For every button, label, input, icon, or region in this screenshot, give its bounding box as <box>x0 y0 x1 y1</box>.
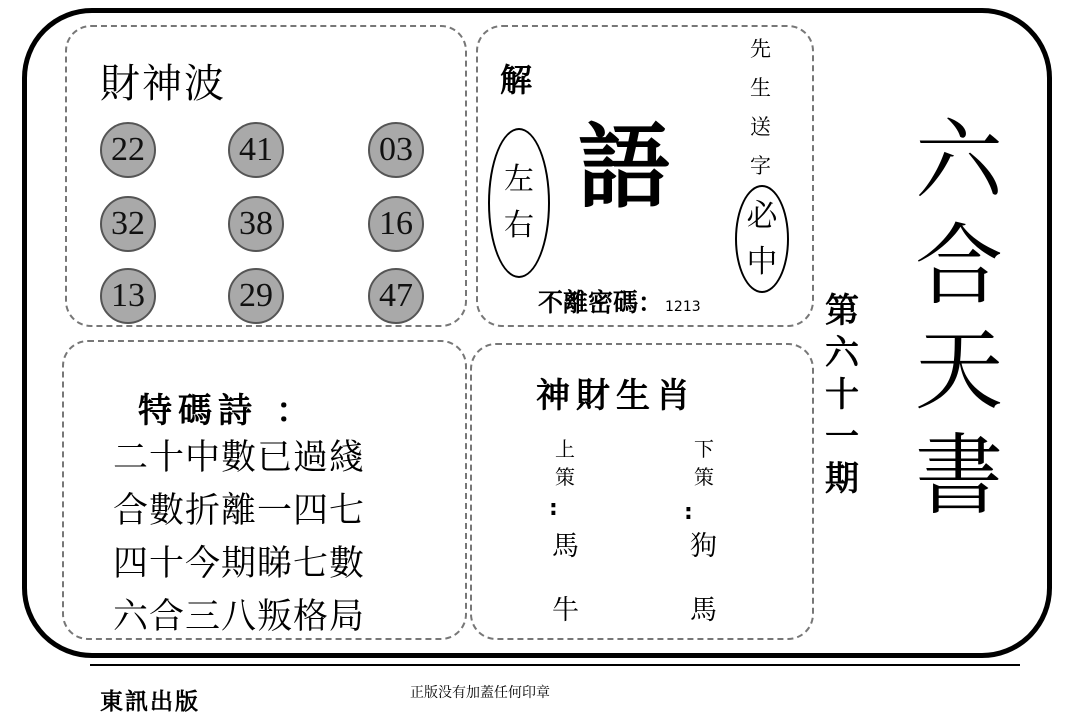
book-title <box>915 108 1003 528</box>
number-ball: 22 <box>100 122 156 178</box>
tier-colon: : <box>684 500 693 525</box>
tier-char: 下 <box>694 437 714 461</box>
issue-char: 十 <box>825 375 859 415</box>
sender-char: 生 <box>750 76 771 100</box>
tier-char: 策 <box>694 465 714 489</box>
left-right-oval <box>488 128 550 278</box>
number-ball: 13 <box>100 268 156 324</box>
buli-code: 1213 <box>665 299 701 315</box>
title-char: 合 <box>915 214 1004 317</box>
oval-char: 右 <box>504 208 534 243</box>
poem-line: 六合三八叛格局 <box>113 597 366 637</box>
title-char: 六 <box>915 109 1004 212</box>
number-ball: 47 <box>368 268 424 324</box>
issue-char: 六 <box>825 333 859 373</box>
tier-char: 策 <box>555 465 575 489</box>
number-ball: 38 <box>228 196 284 252</box>
issue-char: 一 <box>825 417 859 457</box>
buli-code-line <box>538 283 701 319</box>
jie-label: 解 <box>500 61 533 99</box>
number-ball: 41 <box>228 122 284 178</box>
number-ball: 29 <box>228 268 284 324</box>
poem-line: 四十今期睇七數 <box>113 544 366 584</box>
sender-char: 字 <box>750 154 771 178</box>
sender-char: 送 <box>750 115 771 139</box>
issue-char: 第 <box>825 291 859 331</box>
lower-tier-label <box>694 435 714 491</box>
title-char: 天 <box>915 319 1004 422</box>
sender-char: 先 <box>750 37 771 61</box>
caishen-title: 財神波 <box>100 61 226 107</box>
bizhong-char: 必 <box>746 198 778 234</box>
publisher: 東訊出版 <box>100 689 200 715</box>
buli-label: 不離密碼： <box>538 288 664 317</box>
poem-line: 合數折離一四七 <box>113 491 366 531</box>
number-ball: 16 <box>368 196 424 252</box>
shengxiao-title: 神財生肖 <box>536 376 696 416</box>
zodiac-animal: 馬 <box>552 531 579 562</box>
tier-colon: : <box>549 496 558 521</box>
poem-line: 二十中數已過綫 <box>113 438 366 478</box>
title-char: 書 <box>915 424 1004 527</box>
upper-tier-label <box>555 435 575 491</box>
number-ball: 03 <box>368 122 424 178</box>
bizhong-char: 中 <box>746 244 778 280</box>
tier-char: 上 <box>555 437 575 461</box>
footer-divider <box>90 664 1020 666</box>
main-riddle-char: 語 <box>578 114 671 221</box>
zodiac-animal: 牛 <box>552 595 579 626</box>
issue-number <box>825 290 859 500</box>
oval-char: 左 <box>504 162 534 197</box>
zodiac-animal: 馬 <box>690 595 717 626</box>
authenticity-notice: 正版没有加蓋任何印章 <box>410 685 550 701</box>
number-ball: 32 <box>100 196 156 252</box>
poem-title: 特碼詩 ： <box>138 391 316 431</box>
zodiac-animal: 狗 <box>690 531 717 562</box>
sender-column <box>750 30 771 186</box>
issue-char: 期 <box>825 459 859 499</box>
bizhong-oval <box>735 185 789 293</box>
